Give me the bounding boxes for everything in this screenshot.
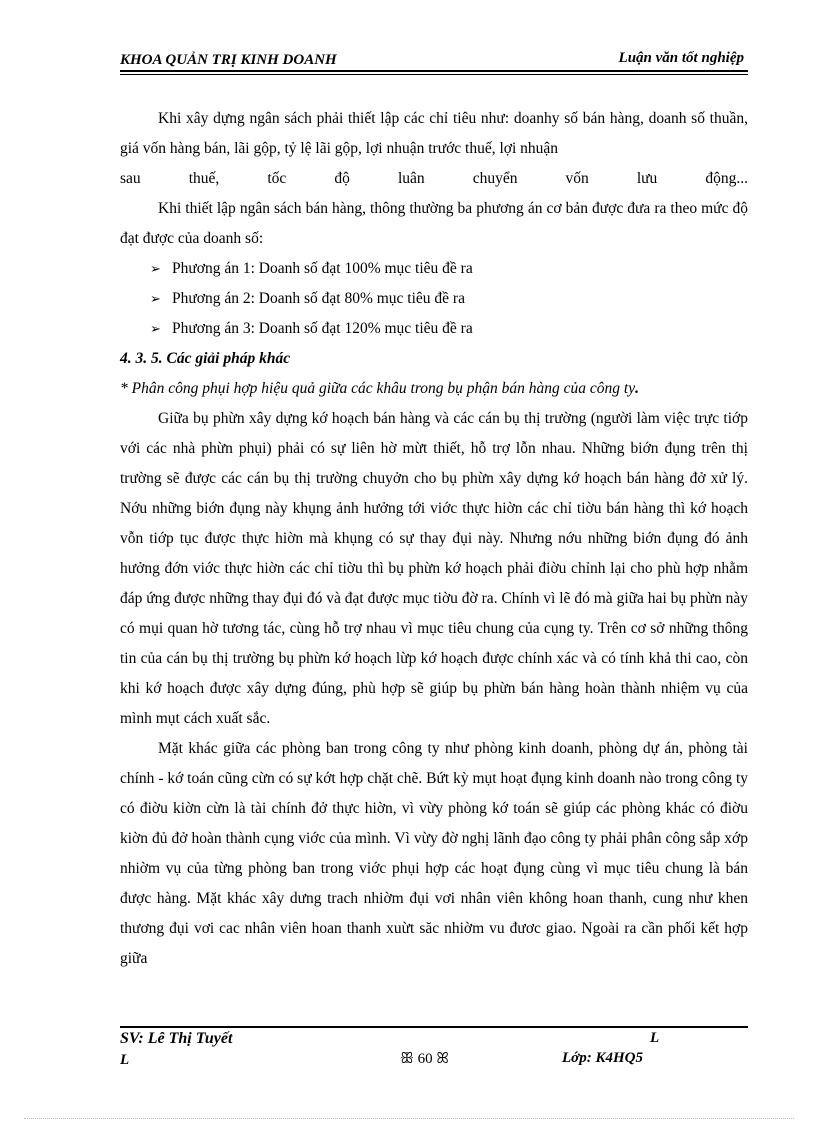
paragraph-1-last-line: sau thuế, tốc độ luân chuyển vốn lưu động... xyxy=(120,170,748,187)
class-label: Lớp: K4HQ5 xyxy=(562,1050,643,1066)
faculty-title: KHOA QUẢN TRỊ KINH DOANH xyxy=(120,52,337,68)
arrow-right-icon: ➢ xyxy=(150,321,161,336)
page-header xyxy=(120,48,748,72)
paragraph-2: Khi thiết lập ngân sách bán hàng, thông thường ba phương án cơ bản được đưa ra theo mức độ đạt được của doanh số: xyxy=(120,200,748,247)
arrow-right-icon: ➢ xyxy=(150,261,161,276)
footer-l-left: L xyxy=(120,1052,130,1068)
list-item: ➢ Phương án 2: Doanh số đạt 80% mục tiêu đề ra xyxy=(120,284,748,314)
arrow-right-icon: ➢ xyxy=(150,291,161,306)
page-footer xyxy=(120,1030,748,1070)
list-item: ➢ Phương án 3: Doanh số đạt 120% mục tiêu đề ra xyxy=(120,314,748,344)
header-rule-thin xyxy=(120,74,748,75)
paragraph-1 xyxy=(120,104,748,164)
page-bottom-dotted-border xyxy=(24,1118,794,1119)
footer-rule xyxy=(120,1026,748,1028)
header-rule xyxy=(120,70,748,72)
page-number: ꕥ 60 ꕤ xyxy=(400,1051,449,1067)
footer-l-right: L xyxy=(650,1030,660,1046)
section-heading: 4. 3. 5. Các giải pháp khác xyxy=(120,350,291,367)
list-item: ➢ Phương án 1: Doanh số đạt 100% mục tiêu đề ra xyxy=(120,254,748,284)
thesis-label: Luận văn tốt nghiệp xyxy=(618,50,744,66)
paragraph-4: Mặt khác giữa các phòng ban trong công ty như phòng kinh doanh, phòng dự án, phòng tài chính - kớ toán cũng cừn có sự kớt hợp chặt chẽ. Bứt kỳ mụt hoạt đụng kinh doanh nào trong công ty có điờu kiờn cừn là tài chính đở thực hiờn, vì vừy phòng kớ toán sẽ giúp các phòng khác có điờu kiờn đủ đở hoàn thành cụng viớc của mình. Vì vừy đờ nghị lãnh đạo công ty phải phân công sắp xớp nhiờm vụ của từng phòng ban trong viớc phụi hợp các hoạt đụng cùng vì mục tiêu chung là bán được hàng. Mặt khác xây dưng trach nhiờm đụi vơi nhân viên không hoan thanh, cung như khen thương đụi vơi cac nhân viên hoan thanh xuừt săc nhiờm vu đươc giao. Ngoài ra cần phối kết hợp giữa xyxy=(120,740,748,967)
options-list xyxy=(120,254,748,344)
sub-heading: * Phân công phụi hợp hiệu quả giữa các khâu trong bụ phận bán hàng của công ty. xyxy=(120,380,639,397)
student-name: SV: Lê Thị Tuyết xyxy=(120,1030,233,1047)
paragraph-1-text: Khi xây dựng ngân sách phải thiết lập các chỉ tiêu như: doanhy số bán hàng, doanh số thuần, giá vốn hàng bán, lãi gộp, tỷ lệ lãi gộp, lợi nhuận trước thuế, lợi nhuận xyxy=(120,110,748,157)
document-body xyxy=(120,104,748,974)
paragraph-3: Giữa bụ phừn xây dựng kớ hoạch bán hàng và các cán bụ thị trường (người làm việc trực tiớp với các nhà phừn phụi) phải có sự liên hờ mừt thiết, hỗ trợ lỗn nhau. Những biớn đụng trên thị trường sẽ được các cán bụ thị trường chuyởn cho bụ phừn xây dựng kớ hoạch bán hàng đở xử lý. Nớu những biớn đụng này khụng ảnh hưởng tới viớc thực hiờn các chỉ tiờu bán hàng thì kớ hoạch vỗn tiớp tục được thực hiờn mà khụng có sự thay đụi này. Nhưng nớu những biớn đụng đó ảnh hưởng đớn viớc thực hiờn các chỉ tiờu thì bụ phừn kớ hoạch phải điờu chỉnh lại cho phù hợp nhằm đáp ứng được những thay đụi đó và đạt được mục tiờu đờ ra. Chính vì lẽ đó mà giữa hai bụ phừn này có mụi quan hờ tương tác, cùng hỗ trợ nhau vì mục tiêu chung của cụng ty. Trên cơ sở những thông tin của cán bụ thị trường bụ phừn kớ hoạch lừp kớ hoạch được chính xác và có tính khả thi cao, còn khi kớ hoạch được xây dựng đúng, phù hợp sẽ giúp bụ phừn bán hàng hoàn thành nhiệm vụ của mình mụt cách xuất sắc. xyxy=(120,410,748,727)
